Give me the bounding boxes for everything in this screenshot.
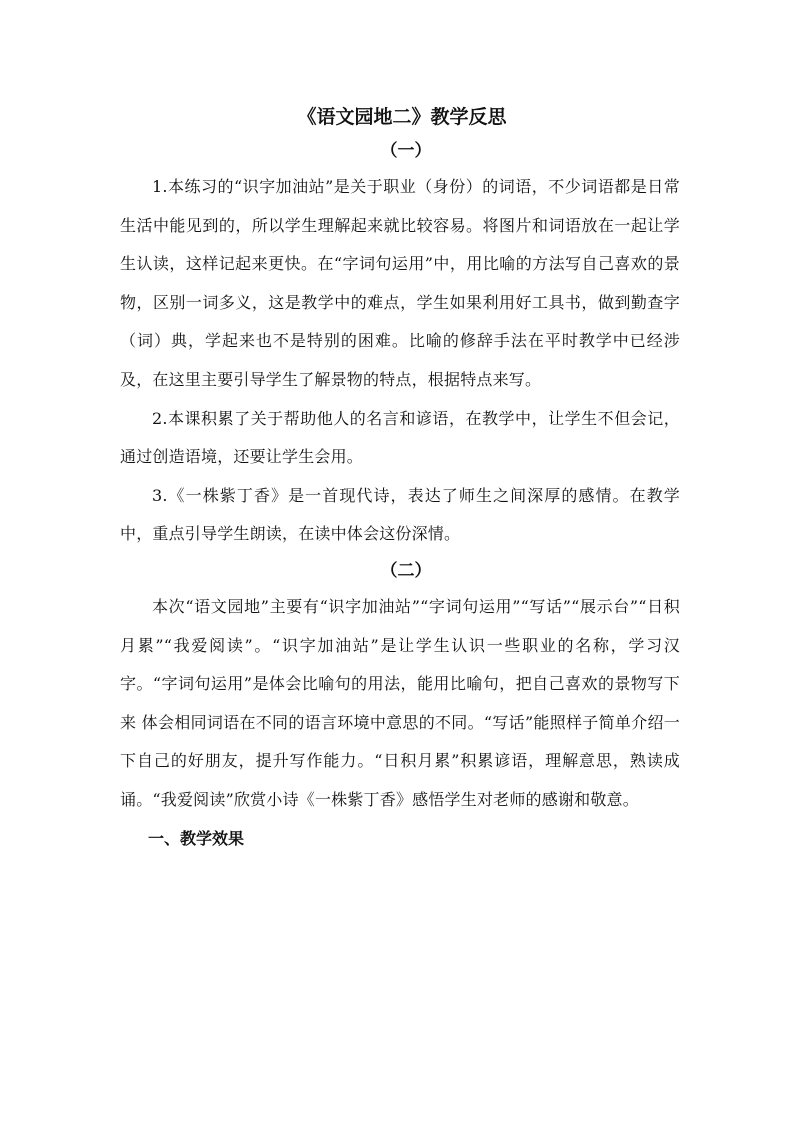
paragraph-1-3: 3.《一株紫丁香》是一首现代诗，表达了师生之间深厚的感情。在教学中，重点引导学生朗读，在读中体会这份深情。 [120,485,680,544]
page-title: 《语文园地二》教学反思 [297,106,507,128]
paragraph-1-2: 2.本课积累了关于帮助他人的名言和谚语，在教学中，让学生不但会记，通过创造语境，还要让学生会用。 [120,408,680,467]
section-heading-1: （一） [380,141,432,161]
paragraph-1-1: 1.本练习的“识字加油站”是关于职业（身份）的词语，不少词语都是日常生活中能见到的，所以学生理解起来就比较容易。将图片和词语放在一起让学生认读，这样记起来更快。在“字词句运用”中，用比喻的方法写自己喜欢的景物，区别一词多义，这是教学中的难点，学生如果利用好工具书，做到勤查字（词）典，学起来也不是特别的困难。比喻的修辞手法在平时教学中已经涉及，在这里主要引导学生了解景物的特点，根据特点来写。 [120,177,680,389]
subheading-teaching-effect: 一、教学效果 [148,828,245,848]
section-heading-2: （二） [380,560,432,581]
paragraph-2-1: 本次“语文园地”主要有“识字加油站”“字词句运用”“写话”“展示台”“日积月累”“我爱阅读”。“识字加油站”是让学生认识一些职业的名称，学习汉字。“字词句运用”是体会比喻句的用法，能用比喻句，把自己喜欢的景物写下来 体会相同词语在不同的语言环境中意思的不同。“写话”能照样子简单介绍一下自己的好朋友，提升写作能力。“日积月累”积累谚语，理解意思，熟读成诵。“我爱阅读”欣赏小诗《一株紫丁香》感悟学生对老师的感谢和敬意。 [120,596,680,809]
document-body [120,100,680,858]
